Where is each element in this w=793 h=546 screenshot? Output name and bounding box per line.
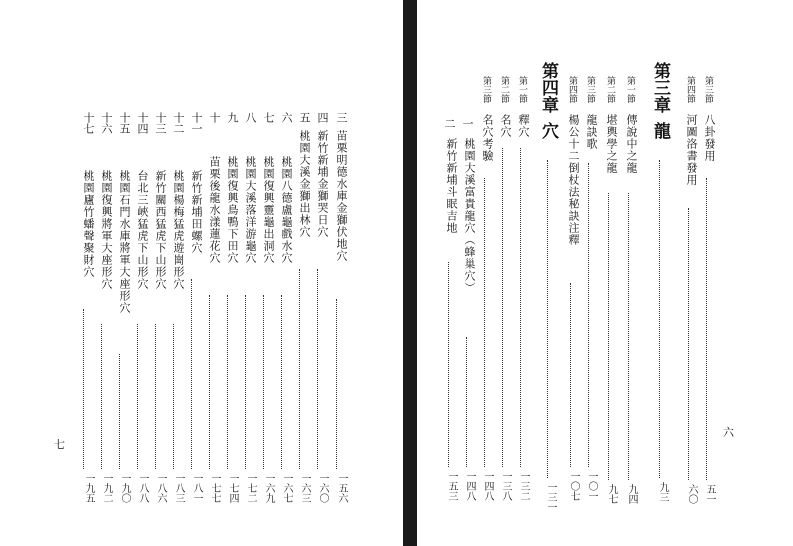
- leader-dots: [628, 193, 629, 480]
- entry-number: 十四: [136, 112, 149, 134]
- entry-page: 一七四: [227, 473, 238, 503]
- entry-number: 九: [226, 112, 239, 123]
- entry-title: 傳說中之龍: [625, 114, 638, 174]
- leader-dots: [547, 160, 548, 478]
- entry-page: 一八一: [191, 473, 202, 503]
- entry-number: 五: [298, 112, 311, 123]
- leader-dots: [520, 148, 521, 467]
- entry-page: 一六〇: [317, 473, 328, 503]
- entry-title: 八卦發用: [703, 114, 716, 162]
- entry-number: 十六: [100, 112, 113, 134]
- entry-number: 十五: [118, 112, 131, 134]
- subentry-number: 二: [443, 118, 456, 129]
- entry-title: 釋穴: [517, 114, 530, 138]
- section-label: 第四節: [685, 76, 695, 103]
- chapter-title: 穴: [538, 122, 558, 139]
- entry-page: 九四: [626, 484, 637, 504]
- leader-dots: [209, 295, 210, 469]
- leader-dots: [101, 324, 102, 469]
- entry-number: 十: [208, 112, 221, 123]
- leader-dots: [706, 178, 707, 480]
- entry-page: 一〇一: [586, 471, 597, 501]
- entry-page: 一七二: [245, 473, 256, 503]
- section-label: 第三節: [481, 76, 491, 103]
- entry-page: 一五三: [446, 471, 457, 501]
- entry-number: 十三: [154, 112, 167, 134]
- entry-page: 一九五: [83, 473, 94, 503]
- entry-page: 一六七: [281, 473, 292, 503]
- section-label: 第三節: [585, 76, 595, 103]
- leader-dots: [466, 337, 467, 467]
- entry-title: 桃園大溪金獅出林穴: [298, 130, 311, 238]
- leader-dots: [137, 324, 138, 469]
- entry-title: 桃園石門水庫將軍大座形穴: [118, 170, 131, 314]
- entry-page: 一八六: [155, 473, 166, 503]
- entry-page: 六〇: [686, 484, 697, 504]
- entry-page: 一五六: [336, 473, 347, 503]
- entry-page: 一四八: [464, 471, 475, 501]
- chapter-page: 一三一: [545, 482, 556, 512]
- entry-title: 楊公十二倒杖法秘訣注釋: [567, 114, 580, 246]
- entry-page: 一三八: [500, 471, 511, 501]
- book-gutter: [403, 0, 417, 546]
- leader-dots: [281, 295, 282, 469]
- entry-title: 桃園大溪落洋游龜穴: [244, 156, 257, 264]
- section-label: 第一節: [517, 76, 527, 103]
- entry-title: 龍訣歌: [585, 114, 598, 150]
- leader-dots: [299, 269, 300, 469]
- section-label: 第二節: [499, 76, 509, 103]
- entry-page: 一九二: [101, 473, 112, 503]
- subentry-number: 一: [461, 118, 474, 129]
- entry-title: 桃園復興靈龜出洞穴: [262, 156, 275, 264]
- entry-title: 桃園八德盧龜戲水穴: [280, 156, 293, 264]
- entry-title: 桃園復興將軍大座形穴: [100, 170, 113, 290]
- chapter-label: 第四章: [538, 62, 558, 113]
- toc-entry: [326, 112, 348, 522]
- entry-title: 名穴考驗: [481, 114, 494, 162]
- leader-dots: [191, 279, 192, 469]
- entry-number: 七: [262, 112, 275, 123]
- entry-page: 五一: [704, 484, 715, 504]
- leader-dots: [484, 178, 485, 467]
- entry-title: 新竹關西猛虎下山形穴: [154, 170, 167, 290]
- leader-dots: [155, 324, 156, 469]
- entry-number: 十二: [172, 112, 185, 134]
- entry-number: 四: [316, 112, 329, 123]
- section-label: 第四節: [567, 76, 577, 103]
- entry-title: 苗栗明德水庫金獅伏地穴: [335, 130, 348, 262]
- entry-title: 台北三峽猛虎下山形穴: [136, 170, 149, 290]
- entry-page: 一八三: [173, 473, 184, 503]
- section-label: 第一節: [625, 76, 635, 103]
- entry-number: 十一: [190, 112, 203, 134]
- leader-dots: [659, 160, 660, 478]
- left-page-folio: 七: [54, 438, 65, 451]
- entry-title: 河圖洛書發用: [685, 114, 698, 186]
- entry-page: 九七: [606, 484, 617, 504]
- entry-page: 一〇七: [568, 471, 579, 501]
- entry-title: 新竹新埔田螺穴: [190, 170, 203, 254]
- leader-dots: [588, 163, 589, 467]
- entry-title: 堪輿學之龍: [605, 114, 618, 174]
- leader-dots: [448, 262, 449, 467]
- leader-dots: [119, 354, 120, 469]
- entry-page: 一四八: [482, 471, 493, 501]
- entry-page: 一六三: [299, 473, 310, 503]
- section-label: 第二節: [605, 76, 615, 103]
- entry-title: 桃園楊梅猛虎遊崗形穴: [172, 170, 185, 290]
- leader-dots: [608, 193, 609, 480]
- entry-title: 桃園大溪富貴龍穴（蜂巢穴）: [463, 138, 476, 294]
- entry-title: 新竹新埔金獅哭日穴: [316, 130, 329, 238]
- entry-page: 一七七: [209, 473, 220, 503]
- leader-dots: [173, 324, 174, 469]
- entry-title: 桃園復興鳥鴨下田穴: [226, 156, 239, 264]
- right-page-folio: 六: [723, 426, 734, 439]
- chapter-title: 龍: [650, 122, 670, 139]
- leader-dots: [227, 295, 228, 469]
- entry-page: 一六九: [263, 473, 274, 503]
- entry-title: 苗栗後龍水漾蓮花穴: [208, 156, 221, 264]
- leader-dots: [263, 295, 264, 469]
- entry-page: 一八八: [137, 473, 148, 503]
- entry-number: 十七: [82, 112, 95, 134]
- toc-entry: [73, 112, 95, 522]
- entry-page: 一三二: [518, 471, 529, 501]
- chapter-label: 第三章: [650, 62, 670, 113]
- entry-title: 桃園廬竹蟠聲聚財穴: [82, 170, 95, 278]
- entry-number: 六: [280, 112, 293, 123]
- chapter-page: 九三: [657, 482, 668, 502]
- leader-dots: [317, 269, 318, 469]
- leader-dots: [245, 295, 246, 469]
- entry-page: 一九〇: [119, 473, 130, 503]
- entry-number: 三: [335, 112, 348, 123]
- leader-dots: [570, 283, 571, 467]
- entry-number: 八: [244, 112, 257, 123]
- leader-dots: [336, 299, 337, 469]
- entry-title: 新竹新埔斗眠吉地: [445, 138, 458, 234]
- section-label: 第三節: [703, 76, 713, 103]
- leader-dots: [688, 208, 689, 480]
- entry-title: 名穴: [499, 114, 512, 138]
- leader-dots: [83, 309, 84, 469]
- leader-dots: [502, 148, 503, 467]
